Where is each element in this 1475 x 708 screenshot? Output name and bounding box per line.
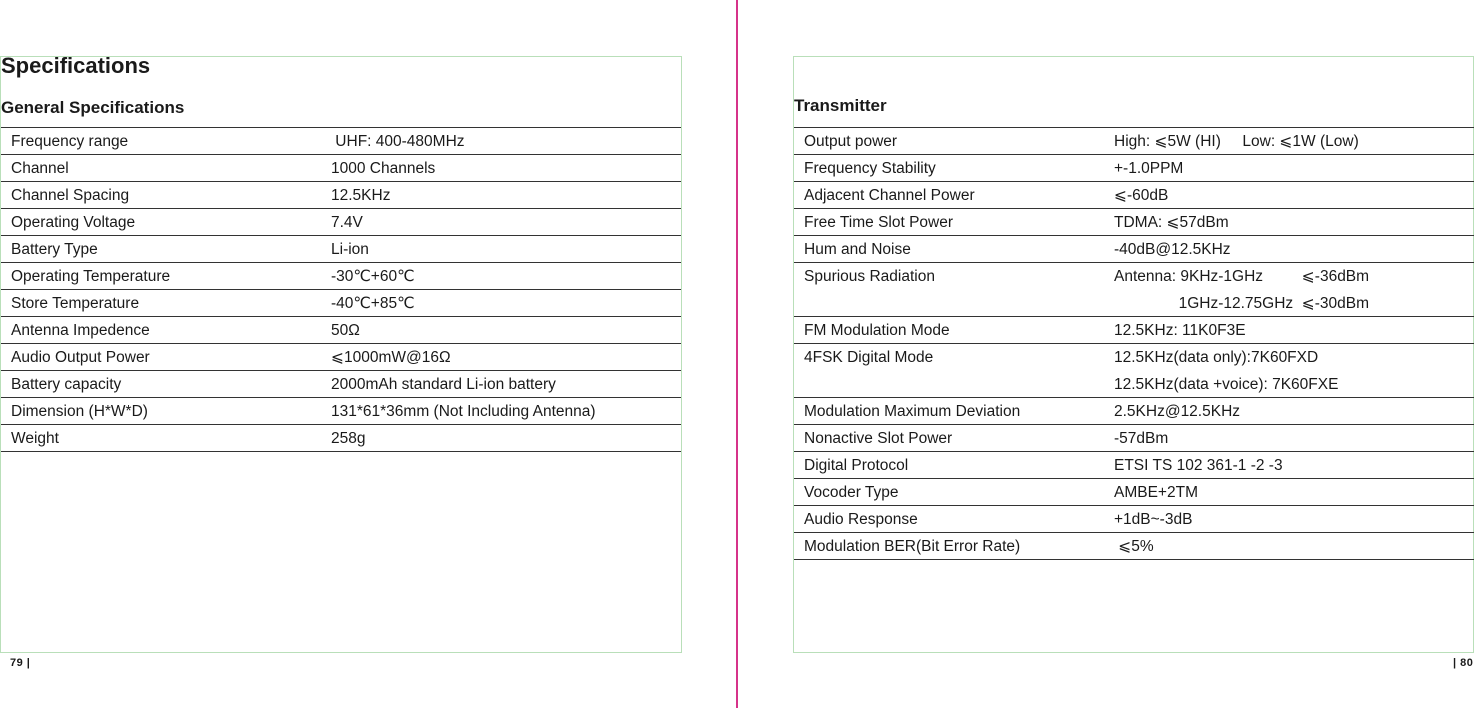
spec-value — [1114, 263, 1474, 316]
spec-value-line: 50Ω — [331, 322, 360, 339]
spec-value-line: High: ⩽5W (HI) Low: ⩽1W (Low) — [1114, 133, 1359, 150]
spec-label: Frequency range — [11, 133, 129, 150]
spec-row — [794, 452, 1474, 479]
spec-label: Store Temperature — [11, 295, 140, 312]
spec-label: Free Time Slot Power — [804, 214, 954, 231]
section-title-transmitter: Transmitter — [794, 96, 887, 115]
spec-value-line: UHF: 400-480MHz — [331, 133, 465, 150]
spec-value — [331, 155, 681, 181]
spec-label: Digital Protocol — [804, 457, 909, 474]
spec-row — [794, 425, 1474, 452]
spec-value — [331, 182, 681, 208]
spec-row — [1, 263, 681, 290]
spec-row — [794, 344, 1474, 398]
spec-label: Weight — [11, 430, 59, 447]
spec-value-line: 7.4V — [331, 214, 363, 231]
spec-value-line: -57dBm — [1114, 430, 1169, 447]
spec-value — [331, 236, 681, 262]
spec-value — [331, 398, 681, 424]
spec-label: Antenna Impedence — [11, 322, 150, 339]
spec-value — [1114, 479, 1474, 505]
spec-label: Hum and Noise — [804, 241, 911, 258]
spec-row — [1, 182, 681, 209]
spec-value — [331, 263, 681, 289]
spec-value — [331, 425, 681, 451]
spec-value — [1114, 128, 1474, 154]
spec-value-line: +1dB~-3dB — [1114, 511, 1193, 528]
spec-value — [331, 209, 681, 235]
spec-value-line: Antenna: 9KHz-1GHz ⩽-36dBm — [1114, 268, 1370, 285]
spec-label: Operating Voltage — [11, 214, 136, 231]
spec-label: Nonactive Slot Power — [804, 430, 953, 447]
spec-row — [794, 398, 1474, 425]
spec-row — [794, 236, 1474, 263]
spec-row — [794, 182, 1474, 209]
spec-row — [794, 155, 1474, 182]
spec-value-line: TDMA: ⩽57dBm — [1114, 214, 1229, 231]
spec-value-line: ETSI TS 102 361-1 -2 -3 — [1114, 457, 1283, 474]
spec-label: Operating Temperature — [11, 268, 171, 285]
spec-label: Dimension (H*W*D) — [11, 403, 148, 420]
spec-value — [331, 317, 681, 343]
spec-value-line: 1GHz-12.75GHz ⩽-30dBm — [1114, 295, 1370, 312]
spec-value-line: 131*61*36mm (Not Including Antenna) — [331, 403, 596, 420]
page-number-right: | 80 — [1453, 657, 1474, 669]
spec-row — [794, 128, 1474, 155]
spec-row — [794, 479, 1474, 506]
spec-row — [1, 425, 681, 452]
spec-row — [794, 317, 1474, 344]
transmitter-spec-table — [794, 127, 1474, 560]
spec-label: Modulation BER(Bit Error Rate) — [804, 538, 1021, 555]
spec-value — [1114, 506, 1474, 532]
spec-value — [1114, 182, 1474, 208]
spec-label: Audio Response — [804, 511, 918, 528]
spec-value — [331, 128, 681, 154]
spec-row — [1, 398, 681, 425]
spec-value-line: Li-ion — [331, 241, 369, 258]
spec-value-line: ⩽5% — [1114, 538, 1154, 555]
spec-row — [1, 236, 681, 263]
spec-value — [1114, 452, 1474, 478]
spec-label: Channel — [11, 160, 69, 177]
spec-value-line: ⩽1000mW@16Ω — [331, 349, 451, 366]
spec-value-line: -40℃+85℃ — [331, 295, 415, 312]
general-spec-table — [1, 127, 681, 452]
spec-value-line: ⩽-60dB — [1114, 187, 1169, 204]
spec-label: Battery capacity — [11, 376, 122, 393]
spec-row — [1, 155, 681, 182]
spec-value-line: 2.5KHz@12.5KHz — [1114, 403, 1241, 420]
section-title-general: General Specifications — [1, 98, 185, 117]
spec-label: Audio Output Power — [11, 349, 150, 366]
spec-row — [794, 209, 1474, 236]
spec-value — [1114, 425, 1474, 451]
spec-value — [1114, 209, 1474, 235]
spec-label: Adjacent Channel Power — [804, 187, 975, 204]
spec-row — [1, 317, 681, 344]
spec-value-line: 258g — [331, 430, 366, 447]
spec-value — [1114, 155, 1474, 181]
spec-value-line: 1000 Channels — [331, 160, 436, 177]
spec-label: Output power — [804, 133, 898, 150]
spec-value-line: -40dB@12.5KHz — [1114, 241, 1231, 258]
page-number-left: 79 | — [10, 657, 31, 669]
spec-value-line: -30℃+60℃ — [331, 268, 415, 285]
spec-row — [1, 128, 681, 155]
spec-value — [331, 344, 681, 370]
spec-row — [1, 371, 681, 398]
spec-label: Channel Spacing — [11, 187, 130, 204]
spec-row — [1, 290, 681, 317]
page-fold-line — [736, 0, 738, 708]
spec-label: Battery Type — [11, 241, 98, 258]
spec-label: FM Modulation Mode — [804, 322, 950, 339]
spec-value-line: +-1.0PPM — [1114, 160, 1184, 177]
spec-value — [1114, 344, 1474, 397]
spec-value — [1114, 317, 1474, 343]
spec-value — [331, 290, 681, 316]
spec-value-line: AMBE+2TM — [1114, 484, 1198, 501]
spec-label: Vocoder Type — [804, 484, 899, 501]
spec-row — [794, 533, 1474, 560]
spec-label: Frequency Stability — [804, 160, 936, 177]
spec-value-line: 2000mAh standard Li-ion battery — [331, 376, 556, 393]
spec-value — [1114, 533, 1474, 559]
spec-label: 4FSK Digital Mode — [804, 349, 934, 366]
spec-label: Spurious Radiation — [804, 268, 935, 285]
spec-value-line: 12.5KHz(data only):7K60FXD — [1114, 349, 1319, 366]
spec-row — [1, 209, 681, 236]
spec-value — [331, 371, 681, 397]
spec-value — [1114, 236, 1474, 262]
spec-row — [1, 344, 681, 371]
spec-row — [794, 263, 1474, 317]
spec-value — [1114, 398, 1474, 424]
spec-row — [794, 506, 1474, 533]
page-title: Specifications — [1, 53, 151, 78]
spec-value-line: 12.5KHz — [331, 187, 391, 204]
spec-value-line: 12.5KHz(data +voice): 7K60FXE — [1114, 376, 1339, 393]
spec-value-line: 12.5KHz: 11K0F3E — [1114, 322, 1246, 339]
spec-label: Modulation Maximum Deviation — [804, 403, 1021, 420]
